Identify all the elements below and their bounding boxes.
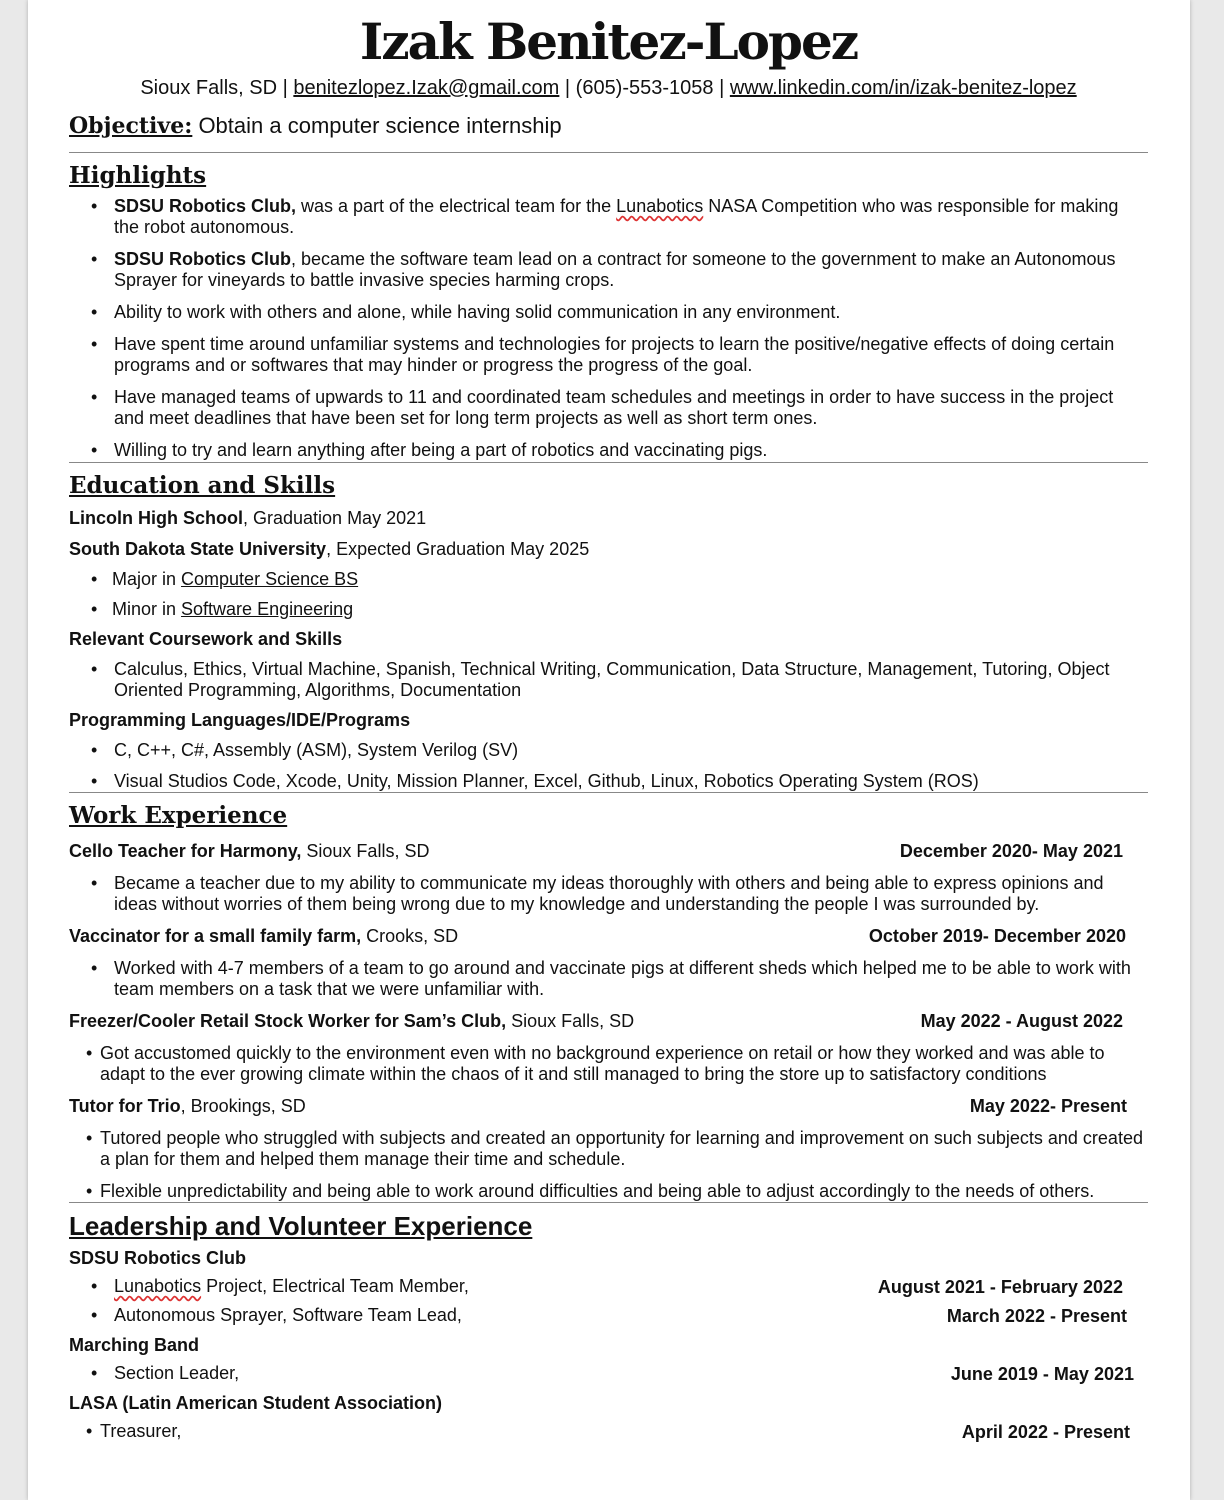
school-name: South Dakota State University (69, 539, 327, 559)
list-item: • Visual Studios Code, Xcode, Unity, Mission Planner, Excel, Github, Linux, Robotics Operating System (ROS) (69, 771, 1148, 792)
list-item: • Tutored people who struggled with subjects and created an opportunity for learning and improvement on such subjects and created a plan for them and helped them manage their time and schedule. (69, 1128, 1148, 1170)
job-bullets (69, 1043, 1148, 1085)
list-item: • Worked with 4-7 members of a team to go around and vaccinate pigs at different sheds which helped me to be able to work with team members on a task that we were unfamiliar with. (69, 958, 1148, 1000)
job-location: , Brookings, SD (180, 1096, 306, 1116)
list-item (69, 249, 1148, 291)
job-header (69, 1010, 1148, 1032)
highlight-org: SDSU Robotics Club, (114, 196, 297, 216)
list-item: • Became a teacher due to my ability to communicate my ideas thoroughly with others and being able to express opinions and ideas without worries of them being wrong due to my knowledge and understanding the people I was surrounded by. (69, 873, 1148, 915)
job-location: Crooks, SD (361, 926, 459, 946)
major-value: Computer Science BS (181, 569, 359, 589)
section-divider (69, 792, 1148, 793)
job-title: Tutor for Trio (69, 1096, 181, 1116)
role-row (69, 1421, 1148, 1443)
minor-value: Software Engineering (181, 599, 354, 619)
separator: | (277, 77, 294, 99)
list-item: • Flexible unpredictability and being able to work around difficulties and being able to adjust accordingly to the needs of others. (69, 1181, 1148, 1202)
highlight-text: was a part of the electrical team for the (296, 196, 617, 216)
resume-page (28, 0, 1190, 1500)
role-description: Project, Electrical Team Member, (201, 1276, 469, 1296)
job-title-line (69, 1010, 634, 1032)
minor-label: Minor in (112, 599, 182, 619)
phone: (605)-553-1058 (575, 77, 714, 99)
highlights-list (69, 196, 1148, 461)
role-text (69, 1276, 469, 1298)
coursework-list (69, 659, 1148, 701)
job-bullets (69, 958, 1148, 1000)
list-item: • Ability to work with others and alone, while having solid communication in any environment. (69, 302, 1148, 323)
highlight-text: NASA Competition who was responsible for making the robot autonomous. (114, 196, 1119, 237)
spellcheck-word: Lunabotics (616, 196, 704, 216)
school-entry (69, 538, 1148, 560)
job-location: Sioux Falls, SD (506, 1011, 635, 1031)
major-label: Major in (112, 569, 182, 589)
job-title-line (69, 1095, 306, 1117)
programming-heading: Programming Languages/IDE/Programs (69, 710, 411, 730)
job-title: Cello Teacher for Harmony, (69, 841, 302, 861)
job-date: May 2022 - August 2022 (920, 1011, 1123, 1031)
work-heading: Work Experience (69, 802, 288, 829)
job-title-line (69, 840, 429, 862)
list-item (69, 599, 1148, 620)
job-title-line (69, 925, 458, 947)
job-title: Freezer/Cooler Retail Stock Worker for Sam’s Club, (69, 1011, 507, 1031)
list-item: • Have managed teams of upwards to 11 and coordinated team schedules and meetings in order to have success in the project and meet deadlines that have been set for long term projects as well as short term ones. (69, 387, 1148, 429)
programming-list (69, 740, 1148, 792)
coursework-heading: Relevant Coursework and Skills (69, 629, 343, 649)
job-header (69, 1095, 1148, 1117)
degree-list (69, 569, 1148, 620)
job-title: Vaccinator for a small family farm, (69, 926, 362, 946)
resume-content (69, 0, 1148, 1443)
role-text: • Autonomous Sprayer, Software Team Lead, (69, 1305, 462, 1327)
section-divider (69, 152, 1148, 153)
job-bullets (69, 873, 1148, 915)
list-item (69, 569, 1148, 590)
job-header (69, 840, 1148, 862)
contact-line (69, 75, 1148, 101)
email-link[interactable]: benitezlopez.Izak@gmail.com (293, 77, 560, 99)
objective (69, 112, 1148, 140)
job-date: May 2022- Present (969, 1096, 1127, 1116)
role-date: August 2021 - February 2022 (877, 1277, 1123, 1297)
list-item: • Calculus, Ethics, Virtual Machine, Spanish, Technical Writing, Communication, Data Structure, Management, Tutoring, Object Oriented Programming, Algorithms, Documentation (69, 659, 1148, 701)
separator: | (713, 77, 730, 99)
separator: | (559, 77, 576, 99)
role-row (69, 1276, 1148, 1298)
org-name: SDSU Robotics Club (69, 1248, 247, 1268)
section-divider (69, 462, 1148, 463)
section-divider (69, 1202, 1148, 1203)
role-text: • Treasurer, (69, 1421, 181, 1443)
highlight-text: , became the software team lead on a contract for someone to the government to make an Autonomous Sprayer for vineyards to battle invasive species harming crops. (114, 249, 1116, 290)
linkedin-link[interactable]: www.linkedin.com/in/izak-benitez-lopez (729, 77, 1077, 99)
job-date: October 2019- December 2020 (868, 926, 1126, 946)
list-item: • C, C++, C#, Assembly (ASM), System Verilog (SV) (69, 740, 1148, 761)
education-heading: Education and Skills (69, 472, 336, 499)
job-bullets (69, 1128, 1148, 1202)
list-item (69, 196, 1148, 238)
candidate-name: Izak Benitez-Lopez (359, 12, 858, 71)
list-item: • Willing to try and learn anything after being a part of robotics and vaccinating pigs. (69, 440, 1148, 461)
role-row (69, 1305, 1148, 1327)
role-date: June 2019 - May 2021 (950, 1364, 1134, 1384)
job-location: Sioux Falls, SD (301, 841, 430, 861)
org-name: Marching Band (69, 1335, 200, 1355)
role-date: March 2022 - Present (946, 1306, 1127, 1326)
list-item: • Got accustomed quickly to the environment even with no background experience on retail or how they worked and was able to adapt to the ever growing climate within the chaos of it and still managed to bring the store up to satisfactory conditions (69, 1043, 1148, 1085)
org-name: LASA (Latin American Student Association) (69, 1393, 443, 1413)
job-header (69, 925, 1148, 947)
highlights-heading: Highlights (69, 162, 207, 189)
spellcheck-word: Lunabotics (114, 1276, 202, 1296)
list-item: • Have spent time around unfamiliar systems and technologies for projects to learn the positive/negative effects of doing certain programs and or softwares that may hinder or progress the progress of the goal. (69, 334, 1148, 376)
objective-text: Obtain a computer science internship (192, 113, 562, 138)
school-entry (69, 507, 1148, 529)
school-name: Lincoln High School (69, 508, 243, 528)
school-detail: , Graduation May 2021 (243, 508, 427, 528)
job-date: December 2020- May 2021 (899, 841, 1123, 861)
leadership-heading: Leadership and Volunteer Experience (69, 1211, 533, 1241)
role-date: April 2022 - Present (961, 1422, 1130, 1442)
location: Sioux Falls, SD (140, 77, 278, 99)
school-detail: , Expected Graduation May 2025 (326, 539, 590, 559)
role-text: • Section Leader, (69, 1363, 239, 1385)
objective-label: Objective: (69, 113, 193, 139)
highlight-org: SDSU Robotics Club (114, 249, 292, 269)
role-row (69, 1363, 1148, 1385)
